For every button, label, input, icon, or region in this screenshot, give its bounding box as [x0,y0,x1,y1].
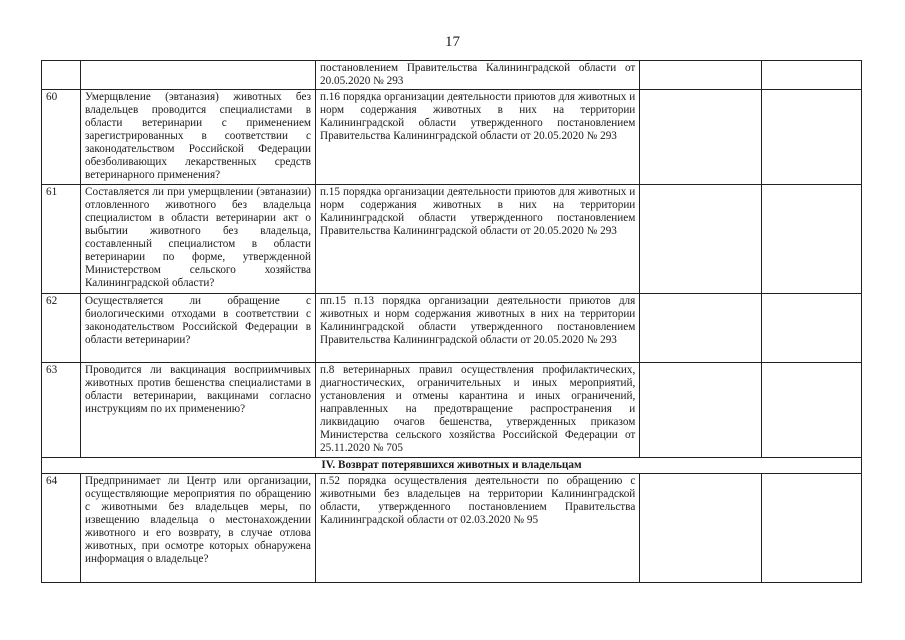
note-cell [762,61,862,90]
reference-cell: постановлением Правительства Калининградской области от 20.05.2020 № 293 [316,61,640,90]
note-cell [762,185,862,294]
section-heading-row [42,458,862,474]
question-text: Предпринимает ли Центр или организации, осуществляющие мероприятия по обращению с животными без владельцев меры, по извещению владельца о местонахождении животного и его возврату, в случае отлова животных, при осмотре которых обнаружена информация о владельце? [80,474,315,583]
table-row-61 [42,185,862,294]
reference-text: пп.15 п.13 порядка организации деятельности приютов для животных и норм содержания животных в них на территории Калининградской области утвержденного постановлением Правительства Калининградской области от 20.05.2020 № 293 [316,294,640,363]
row-number: 63 [42,363,81,458]
row-number: 60 [42,90,81,185]
answer-cell [640,294,762,363]
table-row-64 [42,474,862,583]
question-text: Умерщвление (эвтаназия) животных без владельцев проводится специалистами в области ветеринарии с применением зарегистрированных в соответствии с законодательством Российской Федерации обезболивающих лекарственных средств ветеринарного применения? [80,90,315,185]
section-title: IV. Возврат потерявшихся животных и владельцам [42,458,862,474]
answer-cell [640,474,762,583]
table-row-62 [42,294,862,363]
table-row-60 [42,90,862,185]
checklist-table [41,60,862,583]
question-cell [80,61,315,90]
question-text: Осуществляется ли обращение с биологическими отходами в соответствии с законодательством Российской Федерации в области ветеринарии? [80,294,315,363]
question-text: Составляется ли при умерщвлении (эвтаназии) отловленного животного без владельца специалистом в области ветеринарии акт о выбытии животного без владельца, составленный специалистом в области ветеринарии по форме, утвержденной Министерством сельского хозяйства Калининградской области? [80,185,315,294]
row-number-cell [42,61,81,90]
row-number: 61 [42,185,81,294]
table-row-63 [42,363,862,458]
reference-text: п.16 порядка организации деятельности приютов для животных и норм содержания животных в них на территории Калининградской области утвержденного постановлением Правительства Калининградской области от 20.05.2020 № 293 [316,90,640,185]
reference-text: п.8 ветеринарных правил осуществления профилактических, диагностических, ограничительных и иных мероприятий, установления и отмены карантина и иных ограничений, направленных на предотвращение распространения и ликвидацию очагов бешенства, утвержденных приказом Министерства сельского хозяйства Российской Федерации от 25.11.2020 № 705 [316,363,640,458]
reference-text: п.52 порядка осуществления деятельности по обращению с животными без владельцев на территории Калининградской области, утвержденного постановлением Правительства Калининградской области от 02.03.2020 № 95 [316,474,640,583]
page-number: 17 [445,34,460,50]
note-cell [762,474,862,583]
answer-cell [640,90,762,185]
note-cell [762,294,862,363]
reference-text: п.15 порядка организации деятельности приютов для животных и норм содержания животных в них на территории Калининградской области утвержденного постановлением Правительства Калининградской области от 20.05.2020 № 293 [316,185,640,294]
question-text: Проводится ли вакцинация восприимчивых животных против бешенства специалистами в области ветеринарии, вакцинами согласно инструкциям по их применению? [80,363,315,458]
answer-cell [640,363,762,458]
note-cell [762,90,862,185]
answer-cell [640,185,762,294]
row-number: 62 [42,294,81,363]
table-row-continuation [42,61,862,90]
note-cell [762,363,862,458]
row-number: 64 [42,474,81,583]
answer-cell [640,61,762,90]
